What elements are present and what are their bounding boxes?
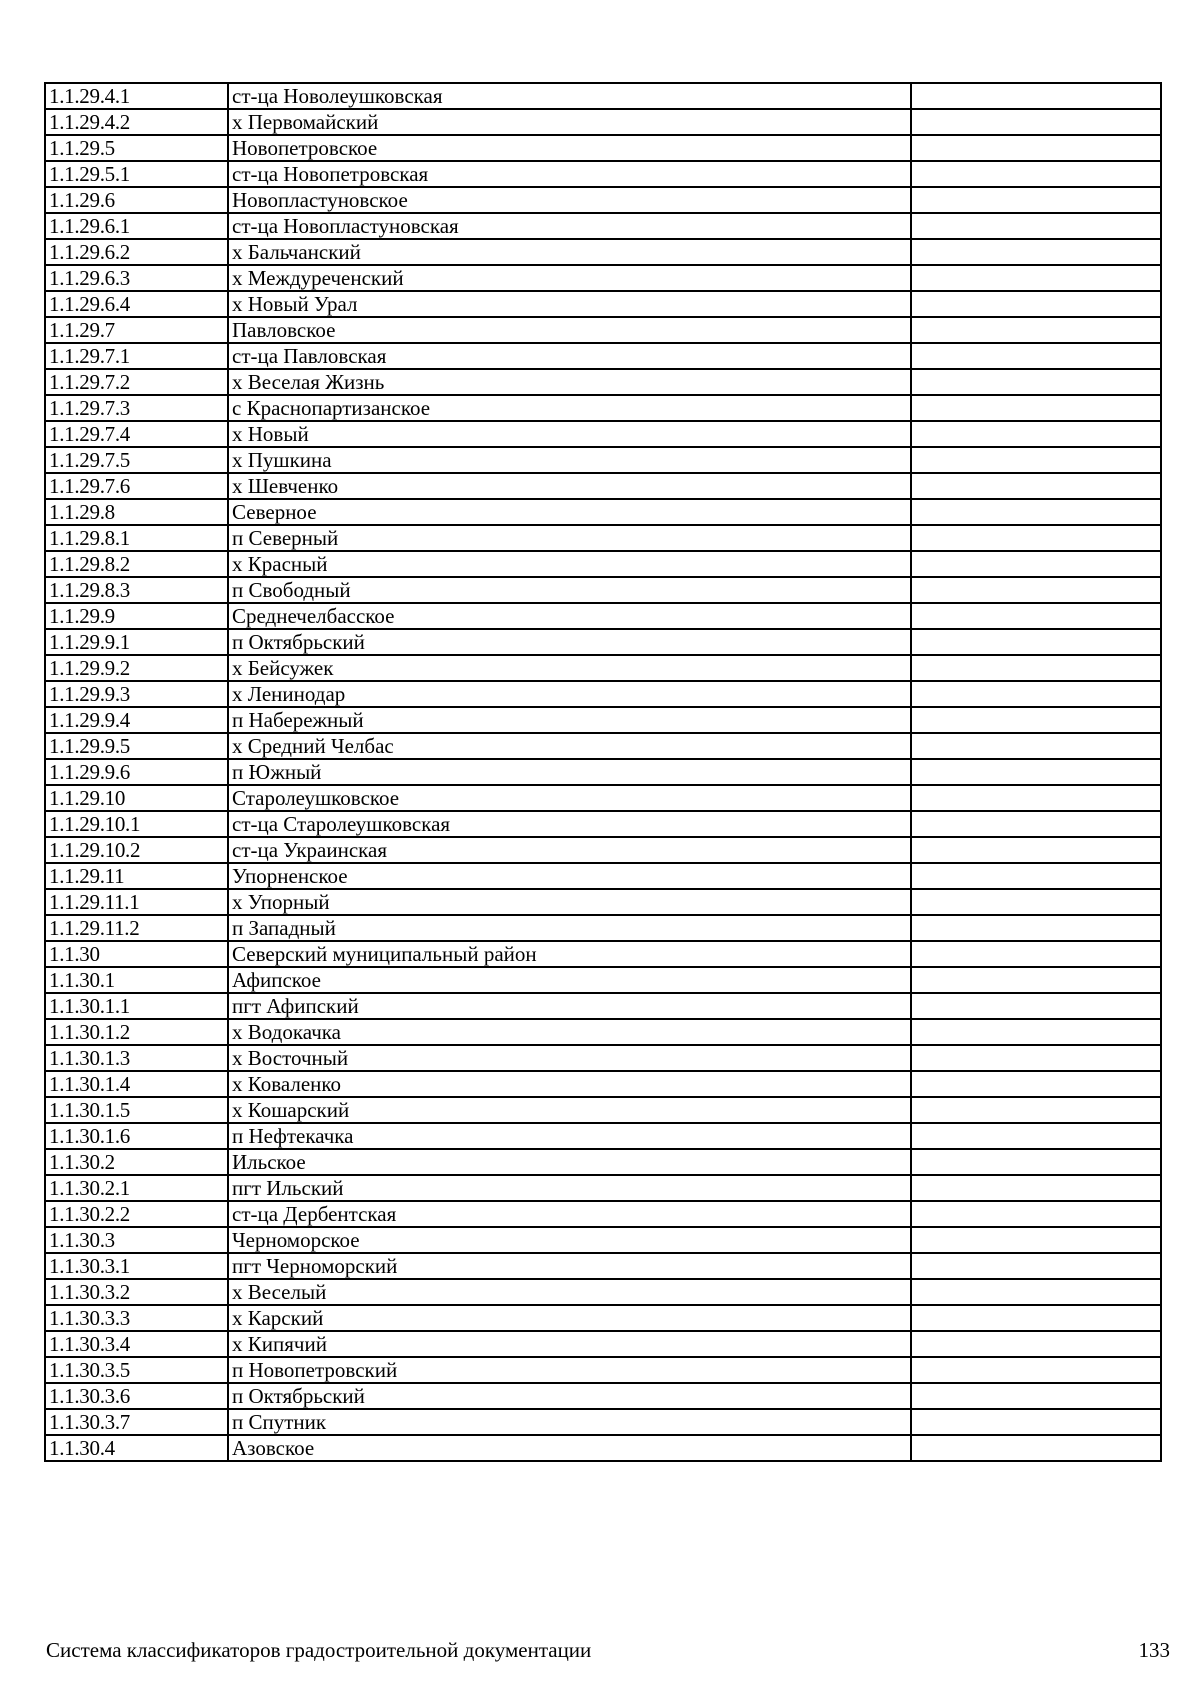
table-row (45, 421, 1161, 447)
row-name-cell: пгт Ильский (228, 1175, 911, 1201)
row-name-cell: пгт Черноморский (228, 1253, 911, 1279)
row-empty-cell (911, 1331, 1161, 1357)
table-row (45, 395, 1161, 421)
row-empty-cell (911, 525, 1161, 551)
row-name-cell: х Первомайский (228, 109, 911, 135)
row-empty-cell (911, 213, 1161, 239)
row-code-cell: 1.1.29.11.1 (45, 889, 228, 915)
row-empty-cell (911, 603, 1161, 629)
row-name-cell: п Набережный (228, 707, 911, 733)
table-row (45, 1045, 1161, 1071)
row-code-cell: 1.1.29.5 (45, 135, 228, 161)
row-code-cell: 1.1.29.6.2 (45, 239, 228, 265)
table-row (45, 889, 1161, 915)
table-row (45, 733, 1161, 759)
row-code-cell: 1.1.30.2 (45, 1149, 228, 1175)
row-empty-cell (911, 395, 1161, 421)
row-code-cell: 1.1.30.3.2 (45, 1279, 228, 1305)
row-name-cell: п Нефтекачка (228, 1123, 911, 1149)
row-name-cell: Среднечелбасское (228, 603, 911, 629)
table-row (45, 811, 1161, 837)
row-code-cell: 1.1.29.4.2 (45, 109, 228, 135)
row-empty-cell (911, 499, 1161, 525)
row-code-cell: 1.1.29.7.5 (45, 447, 228, 473)
row-name-cell: п Свободный (228, 577, 911, 603)
classifier-table-body (45, 83, 1161, 1461)
table-row (45, 187, 1161, 213)
row-name-cell: х Восточный (228, 1045, 911, 1071)
table-row (45, 1149, 1161, 1175)
row-empty-cell (911, 863, 1161, 889)
row-code-cell: 1.1.29.9.5 (45, 733, 228, 759)
row-code-cell: 1.1.30.3.3 (45, 1305, 228, 1331)
row-name-cell: Черноморское (228, 1227, 911, 1253)
row-name-cell: с Краснопартизанское (228, 395, 911, 421)
table-row (45, 993, 1161, 1019)
row-empty-cell (911, 1383, 1161, 1409)
row-name-cell: Северное (228, 499, 911, 525)
row-empty-cell (911, 1435, 1161, 1461)
row-empty-cell (911, 1019, 1161, 1045)
row-code-cell: 1.1.30 (45, 941, 228, 967)
row-code-cell: 1.1.30.1.4 (45, 1071, 228, 1097)
row-name-cell: х Веселый (228, 1279, 911, 1305)
table-row (45, 1409, 1161, 1435)
row-empty-cell (911, 1409, 1161, 1435)
table-row (45, 629, 1161, 655)
table-row (45, 499, 1161, 525)
table-row (45, 291, 1161, 317)
row-code-cell: 1.1.29.11.2 (45, 915, 228, 941)
row-code-cell: 1.1.30.3.4 (45, 1331, 228, 1357)
table-row (45, 1331, 1161, 1357)
row-name-cell: п Октябрьский (228, 629, 911, 655)
table-row (45, 785, 1161, 811)
table-row (45, 1201, 1161, 1227)
row-name-cell: Северский муниципальный район (228, 941, 911, 967)
row-name-cell: х Кипячий (228, 1331, 911, 1357)
table-row (45, 447, 1161, 473)
table-row (45, 759, 1161, 785)
row-name-cell: пгт Афипский (228, 993, 911, 1019)
row-empty-cell (911, 187, 1161, 213)
row-empty-cell (911, 1305, 1161, 1331)
row-name-cell: х Карский (228, 1305, 911, 1331)
row-name-cell: Новопластуновское (228, 187, 911, 213)
row-name-cell: х Водокачка (228, 1019, 911, 1045)
row-code-cell: 1.1.29.7.1 (45, 343, 228, 369)
row-name-cell: х Междуреченский (228, 265, 911, 291)
table-row (45, 941, 1161, 967)
row-empty-cell (911, 1357, 1161, 1383)
table-row (45, 915, 1161, 941)
row-code-cell: 1.1.29.8 (45, 499, 228, 525)
row-name-cell: п Спутник (228, 1409, 911, 1435)
row-empty-cell (911, 811, 1161, 837)
row-empty-cell (911, 1097, 1161, 1123)
row-empty-cell (911, 369, 1161, 395)
row-code-cell: 1.1.29.10.1 (45, 811, 228, 837)
row-code-cell: 1.1.29.8.3 (45, 577, 228, 603)
row-code-cell: 1.1.30.3.5 (45, 1357, 228, 1383)
row-empty-cell (911, 1253, 1161, 1279)
row-code-cell: 1.1.29.4.1 (45, 83, 228, 109)
row-code-cell: 1.1.30.1.6 (45, 1123, 228, 1149)
row-empty-cell (911, 915, 1161, 941)
row-name-cell: х Веселая Жизнь (228, 369, 911, 395)
row-empty-cell (911, 1149, 1161, 1175)
table-row (45, 551, 1161, 577)
row-empty-cell (911, 109, 1161, 135)
row-empty-cell (911, 83, 1161, 109)
row-name-cell: х Кошарский (228, 1097, 911, 1123)
table-row (45, 863, 1161, 889)
row-empty-cell (911, 1071, 1161, 1097)
row-empty-cell (911, 759, 1161, 785)
row-name-cell: х Бейсужек (228, 655, 911, 681)
row-empty-cell (911, 447, 1161, 473)
row-empty-cell (911, 1279, 1161, 1305)
table-row (45, 1227, 1161, 1253)
row-code-cell: 1.1.30.2.2 (45, 1201, 228, 1227)
table-row (45, 317, 1161, 343)
table-row (45, 1253, 1161, 1279)
table-row (45, 1435, 1161, 1461)
row-empty-cell (911, 1123, 1161, 1149)
row-name-cell: п Октябрьский (228, 1383, 911, 1409)
table-row (45, 1279, 1161, 1305)
row-name-cell: п Новопетровский (228, 1357, 911, 1383)
row-empty-cell (911, 161, 1161, 187)
row-empty-cell (911, 265, 1161, 291)
table-row (45, 655, 1161, 681)
table-row (45, 577, 1161, 603)
row-code-cell: 1.1.30.4 (45, 1435, 228, 1461)
row-name-cell: ст-ца Новолеушковская (228, 83, 911, 109)
table-row (45, 1383, 1161, 1409)
row-name-cell: ст-ца Старолеушковская (228, 811, 911, 837)
row-code-cell: 1.1.29.6.3 (45, 265, 228, 291)
row-empty-cell (911, 785, 1161, 811)
row-name-cell: Павловское (228, 317, 911, 343)
row-code-cell: 1.1.29.6 (45, 187, 228, 213)
row-empty-cell (911, 421, 1161, 447)
table-row (45, 967, 1161, 993)
row-code-cell: 1.1.30.1.1 (45, 993, 228, 1019)
row-code-cell: 1.1.29.7.4 (45, 421, 228, 447)
table-row (45, 161, 1161, 187)
row-empty-cell (911, 941, 1161, 967)
row-name-cell: х Средний Челбас (228, 733, 911, 759)
table-row (45, 681, 1161, 707)
row-code-cell: 1.1.30.3 (45, 1227, 228, 1253)
table-row (45, 837, 1161, 863)
row-code-cell: 1.1.29.9.6 (45, 759, 228, 785)
table-row (45, 1019, 1161, 1045)
row-name-cell: х Ленинодар (228, 681, 911, 707)
row-name-cell: п Северный (228, 525, 911, 551)
table-row (45, 109, 1161, 135)
table-row (45, 239, 1161, 265)
row-code-cell: 1.1.29.9.4 (45, 707, 228, 733)
row-empty-cell (911, 967, 1161, 993)
table-row (45, 1357, 1161, 1383)
row-empty-cell (911, 1175, 1161, 1201)
row-name-cell: ст-ца Павловская (228, 343, 911, 369)
row-name-cell: п Южный (228, 759, 911, 785)
footer-title: Система классификаторов градостроительной документации (46, 1638, 592, 1662)
row-name-cell: Старолеушковское (228, 785, 911, 811)
row-code-cell: 1.1.29.9 (45, 603, 228, 629)
table-row (45, 1175, 1161, 1201)
row-empty-cell (911, 577, 1161, 603)
row-name-cell: х Новый Урал (228, 291, 911, 317)
table-row (45, 1097, 1161, 1123)
row-code-cell: 1.1.30.3.1 (45, 1253, 228, 1279)
row-empty-cell (911, 317, 1161, 343)
row-empty-cell (911, 993, 1161, 1019)
row-name-cell: ст-ца Новопластуновская (228, 213, 911, 239)
row-code-cell: 1.1.29.7.3 (45, 395, 228, 421)
row-empty-cell (911, 655, 1161, 681)
row-name-cell: х Новый (228, 421, 911, 447)
row-empty-cell (911, 1045, 1161, 1071)
row-name-cell: х Красный (228, 551, 911, 577)
row-code-cell: 1.1.29.7 (45, 317, 228, 343)
row-empty-cell (911, 837, 1161, 863)
row-empty-cell (911, 889, 1161, 915)
table-row (45, 1071, 1161, 1097)
row-code-cell: 1.1.30.1 (45, 967, 228, 993)
table-row (45, 369, 1161, 395)
row-code-cell: 1.1.29.11 (45, 863, 228, 889)
row-code-cell: 1.1.29.6.1 (45, 213, 228, 239)
row-empty-cell (911, 343, 1161, 369)
row-empty-cell (911, 135, 1161, 161)
row-empty-cell (911, 473, 1161, 499)
row-code-cell: 1.1.29.7.2 (45, 369, 228, 395)
row-name-cell: Новопетровское (228, 135, 911, 161)
row-name-cell: Азовское (228, 1435, 911, 1461)
row-code-cell: 1.1.30.1.5 (45, 1097, 228, 1123)
row-empty-cell (911, 681, 1161, 707)
row-code-cell: 1.1.29.10.2 (45, 837, 228, 863)
row-name-cell: Ильское (228, 1149, 911, 1175)
table-row (45, 265, 1161, 291)
row-code-cell: 1.1.29.9.1 (45, 629, 228, 655)
row-code-cell: 1.1.29.9.3 (45, 681, 228, 707)
row-name-cell: ст-ца Новопетровская (228, 161, 911, 187)
table-row (45, 525, 1161, 551)
page-number: 133 (1138, 1638, 1170, 1662)
table-row (45, 473, 1161, 499)
classifier-table (44, 82, 1162, 1462)
row-code-cell: 1.1.29.5.1 (45, 161, 228, 187)
row-code-cell: 1.1.30.1.2 (45, 1019, 228, 1045)
row-name-cell: х Шевченко (228, 473, 911, 499)
table-row (45, 135, 1161, 161)
row-name-cell: х Упорный (228, 889, 911, 915)
row-empty-cell (911, 1227, 1161, 1253)
row-name-cell: Афипское (228, 967, 911, 993)
row-code-cell: 1.1.29.10 (45, 785, 228, 811)
row-name-cell: ст-ца Дербентская (228, 1201, 911, 1227)
row-empty-cell (911, 291, 1161, 317)
table-row (45, 1123, 1161, 1149)
row-code-cell: 1.1.30.2.1 (45, 1175, 228, 1201)
table-row (45, 603, 1161, 629)
table-row (45, 1305, 1161, 1331)
row-name-cell: х Бальчанский (228, 239, 911, 265)
row-code-cell: 1.1.30.3.6 (45, 1383, 228, 1409)
row-code-cell: 1.1.29.8.2 (45, 551, 228, 577)
row-name-cell: п Западный (228, 915, 911, 941)
row-empty-cell (911, 239, 1161, 265)
row-empty-cell (911, 707, 1161, 733)
table-row (45, 213, 1161, 239)
table-row (45, 707, 1161, 733)
row-code-cell: 1.1.29.6.4 (45, 291, 228, 317)
table-row (45, 343, 1161, 369)
row-empty-cell (911, 629, 1161, 655)
row-name-cell: х Коваленко (228, 1071, 911, 1097)
row-name-cell: Упорненское (228, 863, 911, 889)
row-empty-cell (911, 733, 1161, 759)
row-code-cell: 1.1.29.7.6 (45, 473, 228, 499)
row-code-cell: 1.1.29.8.1 (45, 525, 228, 551)
row-name-cell: ст-ца Украинская (228, 837, 911, 863)
row-code-cell: 1.1.30.1.3 (45, 1045, 228, 1071)
row-code-cell: 1.1.30.3.7 (45, 1409, 228, 1435)
row-empty-cell (911, 1201, 1161, 1227)
table-row (45, 83, 1161, 109)
row-name-cell: х Пушкина (228, 447, 911, 473)
row-code-cell: 1.1.29.9.2 (45, 655, 228, 681)
row-empty-cell (911, 551, 1161, 577)
